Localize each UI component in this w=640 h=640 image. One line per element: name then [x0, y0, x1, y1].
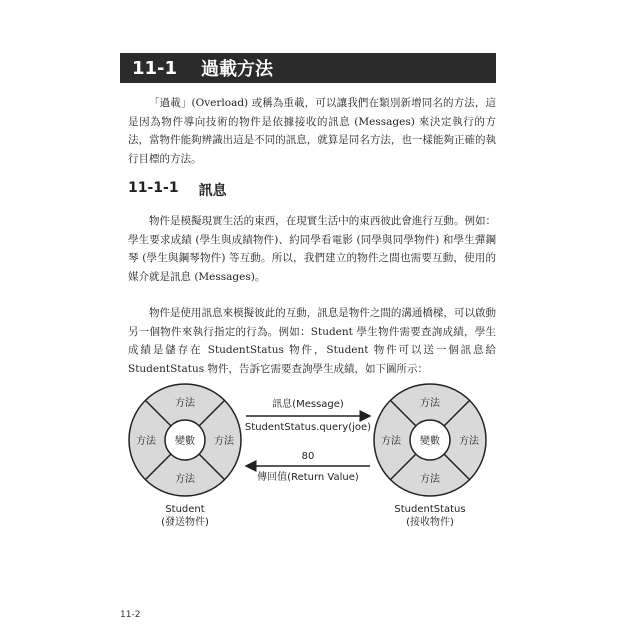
- page-number: 11-2: [120, 610, 141, 620]
- subsection-number: 11-1-1: [128, 180, 179, 196]
- method-top-label: 方法: [420, 398, 440, 409]
- method-right-label: 方法: [214, 436, 234, 447]
- return-value: 80: [301, 451, 315, 462]
- student-name: Student: [165, 504, 205, 515]
- return-label: 傳回值(Return Value): [257, 472, 359, 483]
- intro-paragraph: 「過載」(Overload) 或稱為重載，可以讓我們在類別新增同名的方法，這是因為物件導向技術的物件是依據接收的訊息 (Messages) 來決定執行的方法，當物件能夠辨識出這是不同的訊息，就算是同名方法，也一樣能夠正確的執行目標的方法。: [128, 97, 496, 165]
- subsection-title: 訊息: [198, 183, 227, 199]
- studentstatus-role: (接收物件): [406, 517, 454, 528]
- message-example-paragraph: 物件是使用訊息來模擬彼此的互動，訊息是物件之間的溝通橋樑，可以啟動另一個物件來執行指定的行為。例如：Student 學生物件需要查詢成績，學生成績是儲存在 StudentStatus 物件，Student 物件可以送一個訊息給 StudentStatus 物件，告訴它需要查詢學生成績，如下圖所示：: [128, 307, 496, 375]
- section-title: 過載方法: [201, 59, 274, 80]
- method-left-label: 方法: [136, 436, 156, 447]
- objects-interaction-paragraph: 物件是模擬現實生活的東西，在現實生活中的東西彼此會進行互動。例如：學生要求成績 (學生與成績物件)、約同學看電影 (同學與同學物件) 和學生彈鋼琴 (學生與鋼琴物件) 等互動。所以，我們建立的物件之間也需要互動，使用的媒介就是訊息 (Messages)。: [128, 215, 496, 283]
- message-label: 訊息(Message): [272, 399, 344, 410]
- section-number: 11-1: [132, 57, 178, 79]
- student-object-circle: [129, 384, 241, 496]
- variable-label: 變數: [175, 436, 195, 447]
- method-top-label: 方法: [175, 398, 195, 409]
- studentstatus-name: StudentStatus: [394, 504, 466, 515]
- method-bottom-label: 方法: [420, 474, 440, 485]
- section-title-bar: [120, 53, 496, 83]
- message-call: StudentStatus.query(joe): [244, 422, 372, 433]
- message-diagram: [110, 370, 510, 540]
- method-right-label: 方法: [459, 436, 479, 447]
- subsection-heading: [128, 180, 227, 200]
- method-left-label: 方法: [381, 436, 401, 447]
- student-role: (發送物件): [161, 517, 209, 528]
- studentstatus-object-circle: [374, 384, 486, 496]
- variable-label: 變數: [420, 436, 440, 447]
- method-bottom-label: 方法: [175, 474, 195, 485]
